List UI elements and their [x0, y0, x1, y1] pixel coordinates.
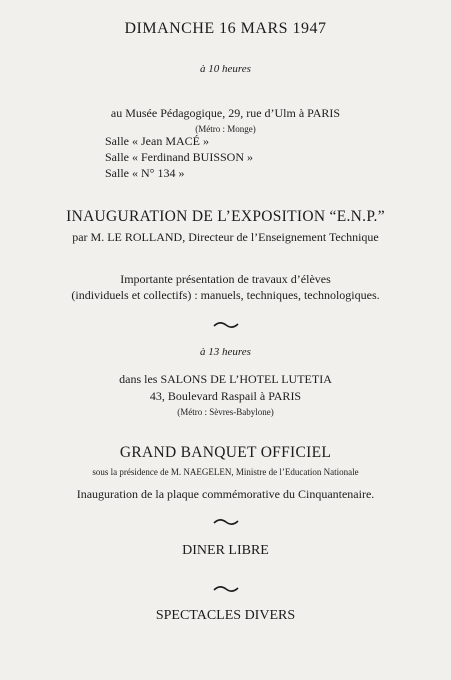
banquet-title: GRAND BANQUET OFFICIEL [119, 444, 332, 461]
exposition-by: par M. LE ROLLAND, Directeur de l’Enseignement Technique [72, 230, 379, 244]
exposition-desc-2: (individuels et collectifs) : manuels, techniques, technologiques. [71, 288, 380, 302]
salle-2: Salle « Ferdinand BUISSON » [105, 150, 253, 164]
morning-time: à 10 heures [200, 63, 251, 75]
ornament-1 [0, 316, 451, 334]
salle-3: Salle « N° 134 » [105, 166, 185, 180]
salle-1: Salle « Jean MACÉ » [105, 134, 209, 148]
afternoon-time: à 13 heures [200, 346, 251, 358]
exposition-title: INAUGURATION DE L’EXPOSITION “E.N.P.” [66, 208, 385, 225]
banquet-presidency: sous la présidence de M. NAEGELEN, Ministre de l’Education Nationale [92, 467, 359, 477]
ornament-3 [0, 580, 451, 598]
banquet-plaque: Inauguration de la plaque commémorative du Cinquantenaire. [76, 487, 375, 501]
morning-metro: (Métro : Monge) [195, 124, 256, 134]
afternoon-place-2: 43, Boulevard Raspail à PARIS [149, 389, 302, 403]
morning-place: au Musée Pédagogique, 29, rue d’Ulm à PARIS [110, 106, 341, 120]
event-date: DIMANCHE 16 MARS 1947 [124, 20, 327, 37]
ornament-2 [0, 513, 451, 531]
spectacles-divers: SPECTACLES DIVERS [155, 608, 296, 623]
afternoon-metro: (Métro : Sèvres-Babylone) [177, 407, 274, 417]
afternoon-place-1: dans les SALONS DE L’HOTEL LUTETIA [119, 372, 332, 386]
exposition-desc-1: Importante présentation de travaux d’élèves [120, 272, 331, 286]
diner-libre: DINER LIBRE [182, 543, 269, 558]
